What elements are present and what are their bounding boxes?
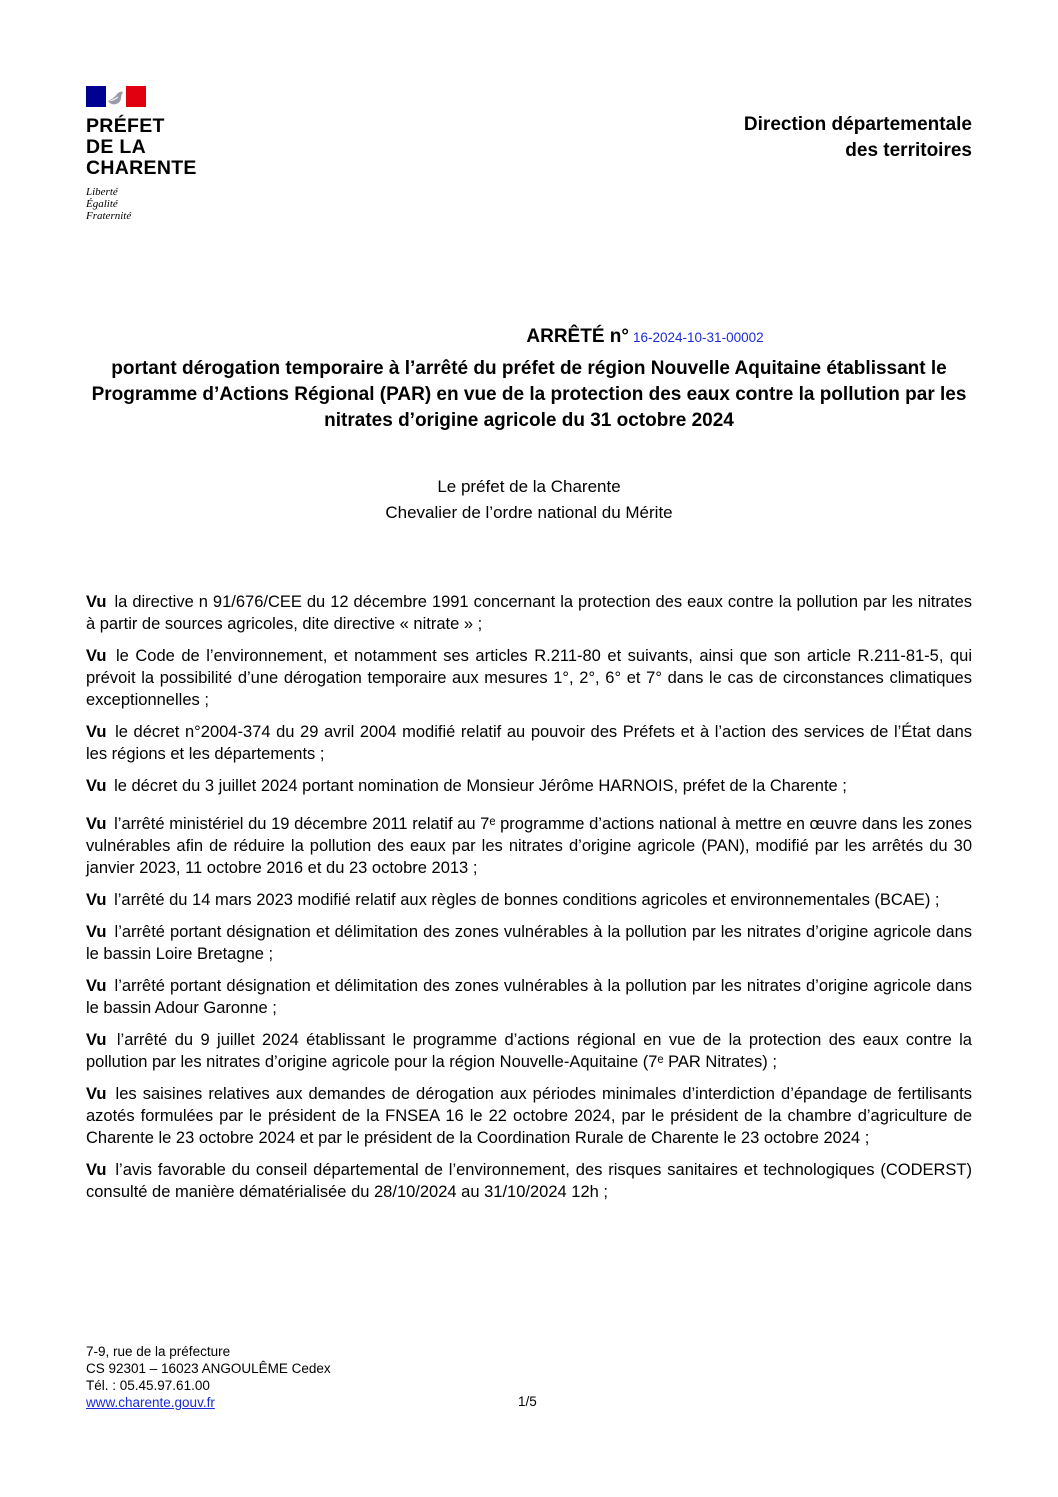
vu-label: Vu (86, 977, 107, 995)
decree-label: ARRÊTÉ n° (526, 326, 629, 347)
consideration-text: le Code de l’environnement, et notamment ses articles R.211-80 et suivants, ainsi que son article R.211-81-5, qui prévoit la possibilité d’une dérogation temporaire aux mesures 1°, 2°, 6° et 7° dans le cas de circonstances climatiques exceptionnelles ; (86, 647, 972, 709)
consideration-item (86, 1083, 972, 1149)
consideration-item (86, 775, 972, 797)
address-street: 7-9, rue de la préfecture (86, 1344, 231, 1359)
consideration-text: l’arrêté portant désignation et délimitation des zones vulnérables à la pollution par les nitrates d’origine agricole dans le bassin Adour Garonne ; (86, 977, 972, 1017)
footer-address (86, 1343, 331, 1411)
vu-label: Vu (86, 777, 107, 795)
consideration-item (86, 591, 972, 635)
signatory (0, 474, 1058, 526)
consideration-item (86, 889, 972, 911)
website-link[interactable]: www.charente.gouv.fr (86, 1395, 215, 1410)
direction-line-1: Direction départementale (743, 114, 972, 135)
consideration-text: l’arrêté du 14 mars 2023 modifié relatif aux règles de bonnes conditions agricoles et environnementales (BCAE) ; (114, 891, 940, 909)
consideration-item (86, 645, 972, 711)
motto-liberte: Liberté (86, 186, 118, 198)
consideration-item (86, 813, 972, 879)
consideration-text: les saisines relatives aux demandes de dérogation aux périodes minimales d’interdiction d’épandage de fertilisants azotés formulées par le président de la FNSEA 16 le 22 octobre 2024, par le président de la chambre d’agriculture de Charente le 23 octobre 2024 et par le président de la Coordination Rurale de Charente le 23 octobre 2024 ; (86, 1085, 972, 1147)
vu-label: Vu (86, 815, 107, 833)
signatory-title: Le préfet de la Charente (437, 477, 621, 496)
motto-egalite: Égalité (86, 198, 118, 210)
address-city: CS 92301 – 16023 ANGOULÊME Cedex (86, 1361, 331, 1376)
decree-subtitle: portant dérogation temporaire à l’arrêté du préfet de région Nouvelle Aquitaine établissant le Programme d’Actions Régional (PAR) en vue de la protection des eaux contre la pollution par les nitrates d’origine agricole du 31 octobre 2024 (91, 358, 967, 431)
vu-label: Vu (86, 891, 107, 909)
consideration-text: l’arrêté ministériel du 19 décembre 2011 relatif au 7ᵉ programme d’actions national à mettre en œuvre dans les zones vulnérables afin de réduire la pollution des eaux par les nitrates d’origine agricole (PAN), modifié par les arrêtés du 30 janvier 2023, 11 octobre 2016 et du 23 octobre 2013 ; (86, 815, 972, 877)
vu-label: Vu (86, 593, 107, 611)
consideration-text: l’arrêté du 9 juillet 2024 établissant le programme d’actions régional en vue de la protection des eaux contre la pollution par les nitrates d’origine agricole pour la région Nouvelle-Aquitaine (7ᵉ PAR Nitrates) ; (86, 1031, 972, 1071)
consideration-item (86, 921, 972, 965)
vu-label: Vu (86, 723, 107, 741)
prefecture-logo (86, 86, 226, 222)
consideration-item (86, 1159, 972, 1203)
consideration-text: le décret n°2004-374 du 29 avril 2004 modifié relatif au pouvoir des Préfets et à l’action des services de l’État dans les régions et les départements ; (86, 723, 972, 763)
consideration-text: l’arrêté portant désignation et délimitation des zones vulnérables à la pollution par les nitrates d’origine agricole dans le bassin Loire Bretagne ; (86, 923, 972, 963)
logo-line-1: PRÉFET (86, 115, 165, 137)
signatory-honor: Chevalier de l’ordre national du Mérite (385, 503, 673, 522)
consideration-text: l’avis favorable du conseil départemental de l’environnement, des risques sanitaires et technologiques (CODERST) consulté de manière dématérialisée du 28/10/2024 au 31/10/2024 12h ; (86, 1161, 972, 1201)
motto-fraternite: Fraternité (86, 210, 132, 222)
vu-label: Vu (86, 647, 107, 665)
phone-number: Tél. : 05.45.97.61.00 (86, 1378, 210, 1393)
logo-line-3: CHARENTE (86, 157, 197, 179)
page-number: 1/5 (518, 1394, 537, 1409)
considerations-list (86, 591, 972, 1213)
marianne-flag-icon (86, 86, 146, 107)
decree-title (0, 326, 1058, 348)
vu-label: Vu (86, 1031, 107, 1049)
consideration-text: le décret du 3 juillet 2024 portant nomination de Monsieur Jérôme HARNOIS, préfet de la Charente ; (114, 777, 847, 795)
consideration-text: la directive n 91/676/CEE du 12 décembre 1991 concernant la protection des eaux contre la pollution par les nitrates à partir de sources agricoles, dite directive « nitrate » ; (86, 593, 972, 633)
consideration-item (86, 721, 972, 765)
logo-line-2: DE LA (86, 136, 146, 158)
logo-text (86, 116, 226, 179)
consideration-item (86, 975, 972, 1019)
vu-label: Vu (86, 923, 107, 941)
motto (86, 186, 226, 222)
vu-label: Vu (86, 1085, 107, 1103)
issuing-direction (744, 112, 972, 164)
consideration-item (86, 1029, 972, 1073)
direction-line-2: des territoires (845, 140, 972, 161)
decree-number: 16-2024-10-31-00002 (633, 330, 764, 345)
vu-label: Vu (86, 1161, 107, 1179)
